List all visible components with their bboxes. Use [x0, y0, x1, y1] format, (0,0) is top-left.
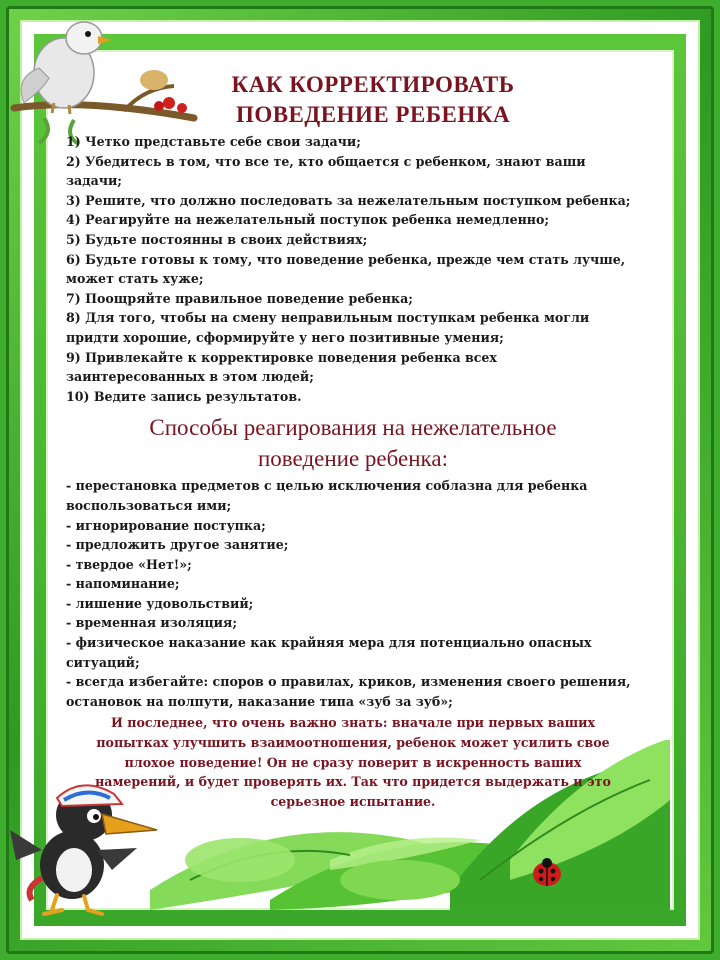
method-item: - игнорирование поступка; — [66, 517, 266, 533]
rule-item: 10) Ведите запись результатов. — [66, 388, 302, 404]
method-item: - всегда избегайте: споров о правилах, криков, изменения своего решения, остановок на полпути, наказание типа «зуб за зуб»; — [66, 674, 631, 709]
method-item: - твердое «Нет!»; — [66, 556, 192, 572]
method-item: - лишение удовольствий; — [66, 595, 254, 611]
rules-list — [66, 132, 640, 406]
method-item: - временная изоляция; — [66, 615, 237, 631]
poster-title-line-1: КАК КОРРЕКТИРОВАТЬ — [231, 72, 515, 97]
rule-item: 1) Четко представьте себе свои задачи; — [66, 134, 361, 149]
ladybug-icon — [530, 858, 564, 888]
rule-item: 4) Реагируйте на нежелательный поступок ребенка немедленно; — [66, 212, 550, 228]
section-subtitle-line-2: поведение ребенка: — [258, 446, 448, 472]
rule-item: 7) Поощряйте правильное поведение ребенка; — [66, 290, 413, 306]
method-item: - физическое наказание как крайняя мера для потенциально опасных ситуаций; — [66, 635, 592, 670]
method-item: - напоминание; — [66, 576, 180, 592]
rule-item: 5) Будьте постоянны в своих действиях; — [66, 231, 368, 247]
method-item: - предложить другое занятие; — [66, 537, 289, 553]
poster-title-line-2: ПОВЕДЕНИЕ РЕБЕНКА — [235, 102, 511, 127]
poster-title — [106, 70, 640, 130]
rule-item: 3) Решите, что должно последовать за нежелательным поступком ребенка; — [66, 192, 631, 208]
rule-item: 8) Для того, чтобы на смену неправильным поступкам ребенка могли придти хорошие, сформируйте у него позитивные умения; — [66, 310, 590, 345]
section-subtitle — [66, 412, 640, 474]
rule-item: 6) Будьте готовы к тому, что поведение ребенка, прежде чем стать лучше, может стать хуже; — [66, 251, 626, 287]
method-item: - перестановка предметов с целью исключения соблазна для ребенка воспользоваться ими; — [66, 478, 588, 513]
rule-item: 9) Привлекайте к корректировке поведения ребенка всех заинтересованных в этом людей; — [66, 349, 497, 385]
rule-item: 2) Убедитесь в том, что все те, кто общается с ребенком, знают ваши задачи; — [66, 153, 586, 189]
section-subtitle-line-1: Способы реагирования на нежелательное — [149, 415, 557, 441]
poster-content — [66, 70, 640, 811]
final-note: И последнее, что очень важно знать: вначале при первых ваших попытках улучшить взаимоотношения, ребенок может усилить свое плохое поведение! Он не сразу поверит в искренность ваших намерений, и будет проверять их. Так что придется выдержать и это серьезное испытание. — [95, 715, 611, 809]
methods-list — [66, 476, 640, 711]
